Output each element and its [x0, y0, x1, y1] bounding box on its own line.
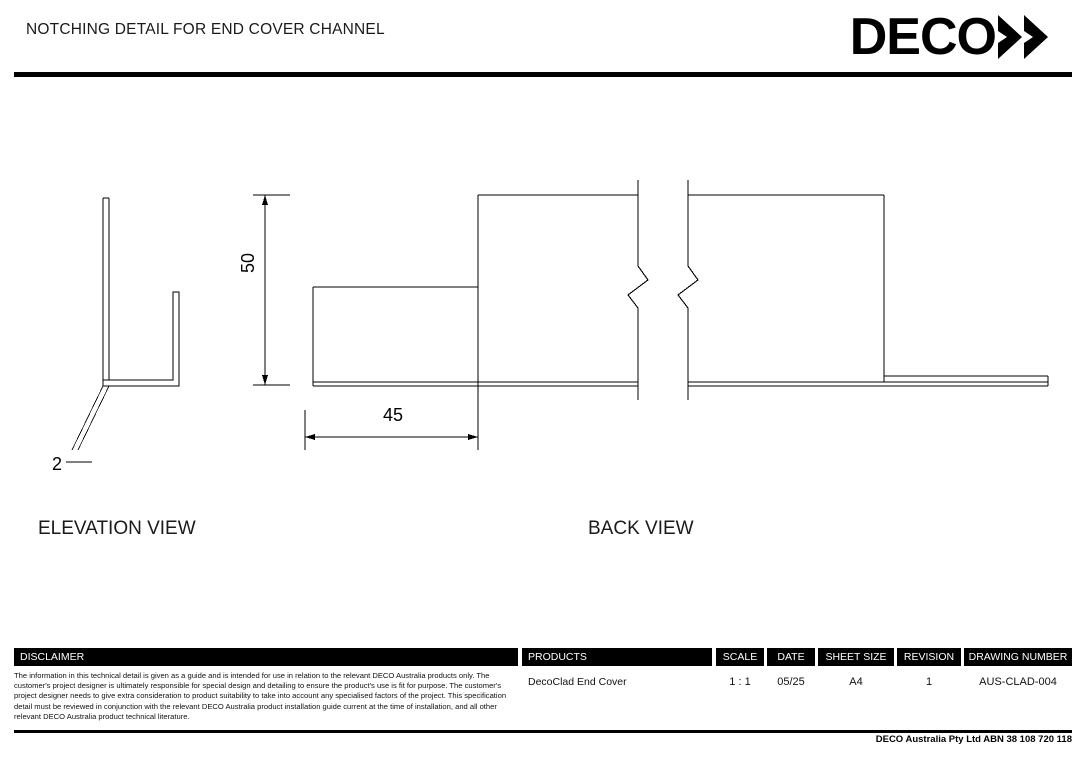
products-header: PRODUCTS	[522, 648, 712, 666]
dimension-lines	[253, 195, 478, 450]
date-header: DATE	[767, 648, 815, 666]
page-title: NOTCHING DETAIL FOR END COVER CHANNEL	[26, 21, 385, 38]
products-value: DecoClad End Cover	[528, 676, 627, 688]
sheet-size-value: A4	[849, 676, 863, 688]
thickness-dimension-leader	[66, 386, 109, 462]
company-abn: DECO Australia Pty Ltd ABN 38 108 720 118	[875, 734, 1072, 745]
double-chevron-right-icon	[998, 13, 1060, 61]
date-value: 05/25	[777, 676, 805, 688]
scale-value: 1 : 1	[729, 676, 751, 688]
dimension-label-2: 2	[52, 454, 63, 474]
revision-value: 1	[925, 676, 933, 688]
scale-header: SCALE	[716, 648, 764, 666]
disclaimer-header: DISCLAIMER	[14, 648, 518, 666]
elevation-view-geometry	[103, 198, 179, 386]
elevation-view-label: ELEVATION VIEW	[38, 518, 196, 539]
dimension-label-45: 45	[383, 405, 404, 425]
page-header	[0, 0, 1086, 80]
drawing-number-value: AUS-CLAD-004	[979, 676, 1057, 688]
disclaimer-text: The information in this technical detail is given as a guide and is intended for use in relation to the relevant DECO Australia products only. The customer's project designer is ultimately responsible for special design and detailing to ensure the product's use is fit for purpose. The customer's project designer needs to give extra consideration to product suitability to take into account any specialised factors of the project. This specification detail must be reviewed in conjunction with the relevant DECO Australia product installation guide current at the time of installation, and all other relevant DECO Australia product technical literature.	[14, 671, 507, 721]
drawing-number-header: DRAWING NUMBER	[964, 648, 1072, 666]
footer-divider	[14, 730, 1072, 733]
back-view-geometry	[313, 180, 1048, 400]
sheet-size-header: SHEET SIZE	[818, 648, 894, 666]
revision-header: REVISION	[897, 648, 961, 666]
header-divider	[14, 72, 1072, 77]
technical-drawing	[0, 80, 1086, 640]
dimension-label-50: 50	[238, 252, 258, 273]
logo-wordmark: DECO	[849, 8, 996, 66]
back-view-label: BACK VIEW	[588, 518, 694, 539]
deco-logo	[850, 8, 1060, 66]
drawing-canvas	[0, 80, 1086, 640]
title-block	[14, 648, 1072, 752]
